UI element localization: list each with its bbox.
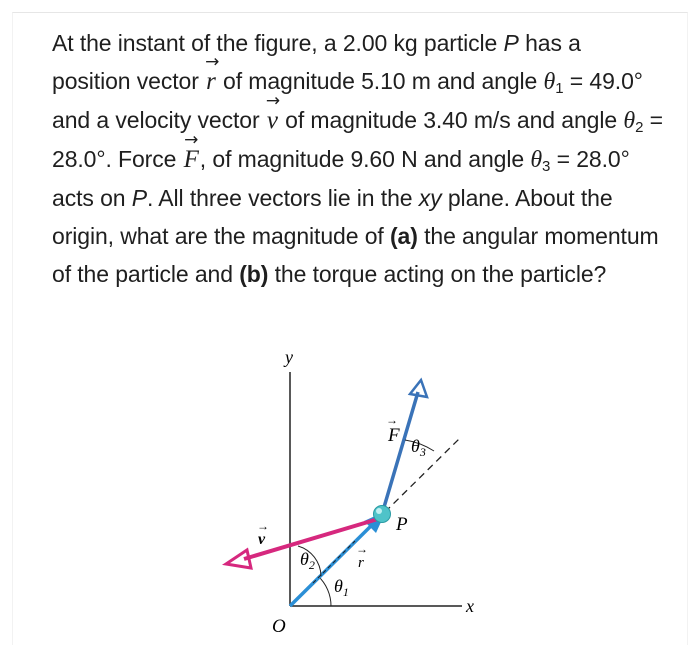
theta-symbol: θ: [530, 147, 543, 173]
vector-arrow: →: [184, 130, 199, 150]
problem-text-part: has a position vector: [52, 30, 581, 94]
F-symbol: F: [183, 146, 199, 173]
particle-P: [374, 506, 391, 523]
problem-text-part: , of magnitude 9.60 N and angle: [199, 146, 531, 172]
theta1-arc: [318, 576, 331, 606]
F-vector-arrowhead: [410, 380, 427, 397]
v-label-arrow: →: [257, 519, 269, 533]
theta2-subscript: 2: [635, 119, 644, 136]
particle-symbol: P: [131, 185, 147, 211]
F-label: F: [388, 425, 400, 446]
part-b-label: (b): [239, 261, 269, 287]
problem-text-part: = 49.0° and a velocity vector: [52, 68, 643, 133]
problem-text-part: of magnitude 3.40 m/s and angle: [278, 107, 624, 133]
v-symbol: v: [266, 107, 278, 134]
x-axis-label: x: [466, 596, 474, 616]
problem-text-part: = 28.0° acts on: [52, 146, 630, 211]
vector-arrow: →: [265, 91, 281, 111]
theta1-label: $\theta_1$: [334, 576, 349, 599]
problem-text-part: of magnitude 5.10 m and angle: [216, 68, 544, 94]
r-symbol: r: [206, 68, 216, 95]
problem-text-part: the angular momentum of the particle and: [52, 223, 659, 287]
particle-label: P: [396, 514, 408, 535]
r-label-arrow: →: [356, 542, 368, 556]
v-label: v: [258, 531, 266, 548]
theta-symbol: θ: [623, 108, 636, 134]
vector-arrow: →: [205, 52, 220, 72]
problem-text-part: = 28.0°. Force: [52, 107, 663, 172]
problem-text-part: plane. About the origin, what are the magnitude of: [52, 185, 613, 249]
plane-label: xy: [418, 185, 442, 211]
part-a-label: (a): [389, 223, 418, 249]
origin-label: O: [272, 616, 286, 637]
y-axis-label: y: [285, 347, 293, 367]
problem-text-part: At the instant of the figure, a 2.00 kg particle: [52, 30, 504, 56]
theta3-label: $\theta_3$: [411, 436, 426, 459]
particle-symbol: P: [503, 30, 519, 56]
theta1-subscript: 1: [555, 80, 564, 97]
particle-highlight: [376, 508, 382, 514]
problem-text-part: . All three vectors lie in the: [147, 185, 419, 211]
F-label-arrow: →: [386, 413, 398, 427]
theta3-subscript: 3: [542, 158, 551, 175]
problem-text-part: the torque acting on the particle?: [268, 261, 607, 287]
theta2-label: $\theta_2$: [300, 549, 315, 572]
r-label: r: [358, 555, 364, 571]
theta-symbol: θ: [543, 69, 556, 95]
